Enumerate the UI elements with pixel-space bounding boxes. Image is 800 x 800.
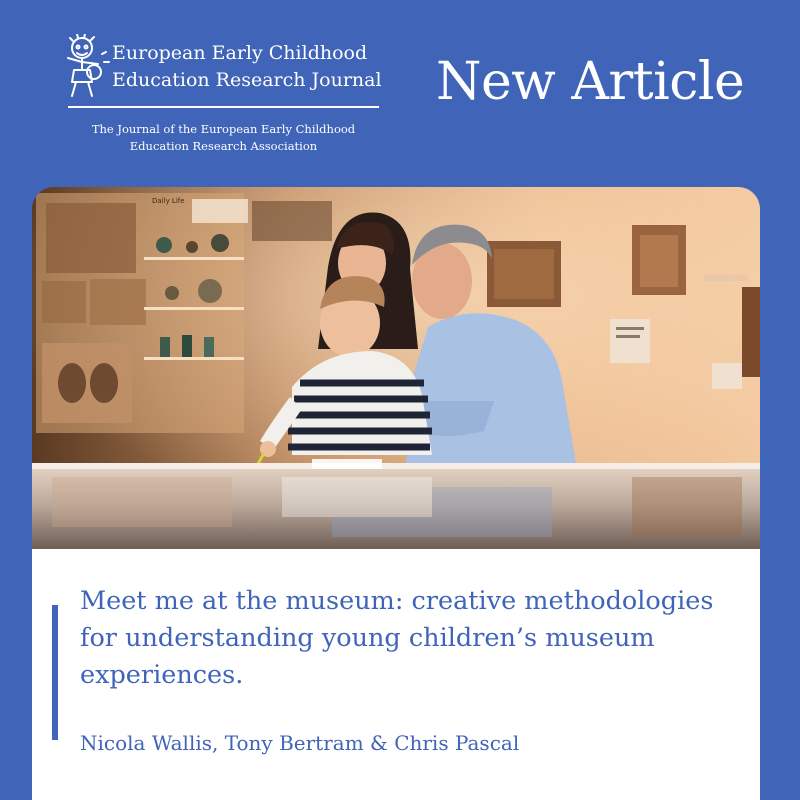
new-article-banner: New Article [436,52,745,112]
association-line2: Education Research Association [129,139,318,153]
journal-name [112,40,382,94]
article-authors: Nicola Wallis, Tony Bertram & Chris Pascal [80,731,520,755]
child-drawing-icon [62,34,110,100]
association-line1: The Journal of the European Early Childhood [91,122,356,136]
accent-bar [52,605,58,740]
exhibit-label: Daily Life [152,197,185,205]
article-title [80,583,740,694]
header-divider [68,106,379,108]
article-card [32,549,760,800]
journal-name-line1: European Early Childhood [112,42,368,64]
museum-photo [32,187,760,549]
journal-name-line2: Education Research Journal [112,69,382,91]
article-title-line1: Meet me at the museum: creative methodologies [80,586,714,616]
article-title-line3: experiences. [80,660,244,690]
article-title-line2: for understanding young children’s museum [80,623,655,653]
association-subtitle [68,121,379,155]
